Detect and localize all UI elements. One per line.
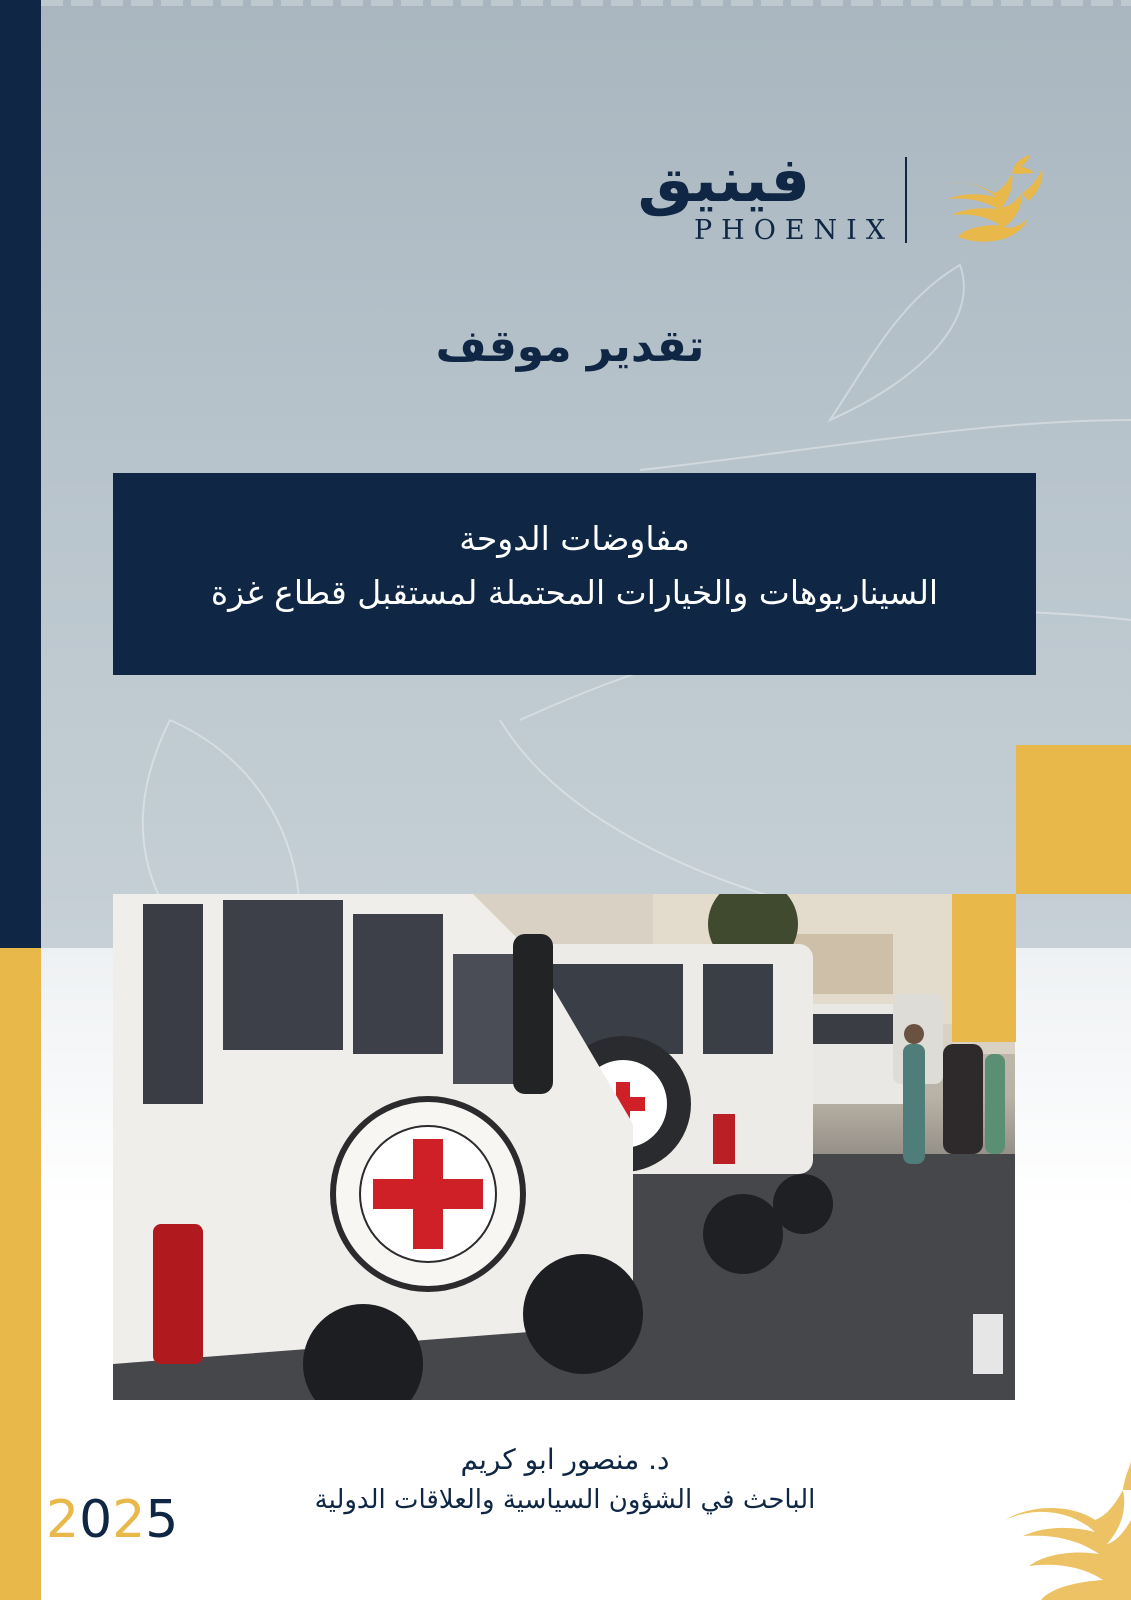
document-type-heading: تقدير موقف (435, 321, 705, 372)
year-digit-1: 2 (46, 1490, 80, 1550)
title-line-1: مفاوضات الدوحة (459, 519, 690, 558)
phoenix-bird-icon (918, 149, 1048, 249)
logo-english-text: PHOENIX (694, 215, 895, 246)
logo-arabic-text: فينيق (637, 143, 810, 216)
left-bar-gold (0, 948, 41, 1600)
photo-icon (113, 894, 1015, 1400)
cover-photo (113, 894, 1015, 1400)
logo-divider (905, 157, 907, 243)
year-digit-3: 2 (112, 1490, 146, 1550)
author-role: الباحث في الشؤون السياسية والعلاقات الدولية (314, 1485, 816, 1515)
gold-accent-block-bottom (952, 894, 1016, 1042)
top-dash-border (41, 0, 1131, 6)
gold-accent-block-top (1016, 745, 1131, 894)
left-bar-navy (0, 0, 41, 948)
year-digit-4: 5 (145, 1490, 179, 1550)
publication-year (46, 1490, 178, 1550)
corner-phoenix-icon (995, 1450, 1131, 1600)
title-line-2: السيناريوهات والخيارات المحتملة لمستقبل قطاع غزة (210, 573, 939, 612)
brand-logo (637, 143, 1058, 255)
author-name: د. منصور ابو كريم (460, 1443, 670, 1476)
year-digit-2: 0 (79, 1490, 113, 1550)
